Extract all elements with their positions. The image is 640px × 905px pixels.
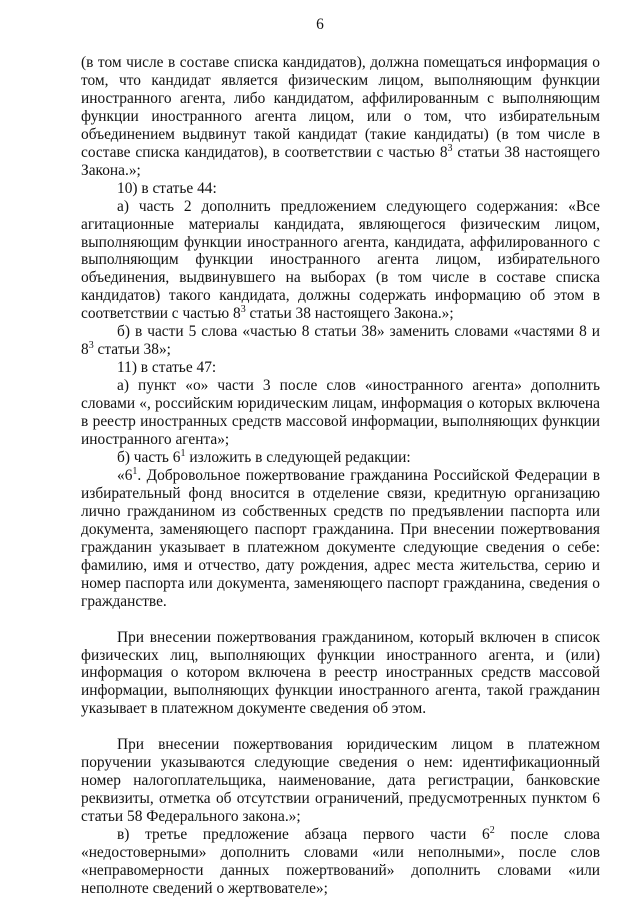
text-run: . Добровольное пожертвование гражданина Российской Федерации в избирательный фонд вносится в отделение связи, кредитную организацию лично гражданином из собственных средств по предъявлении паспорта или документа, заменяющего паспорт гражданина. При внесении пожертвования гражданин указывает в платежном документе следующие сведения о себе: фамилию, имя и отчество, дату рождения, адрес места жительства, серию и номер паспорта или документа, заменяющего паспорт гражданина, сведения о гражданстве. [81,466,600,610]
paragraph [81,198,600,324]
paragraph [81,736,600,826]
paragraph [81,629,600,719]
text-run: после слова «недостоверными» дополнить словами «или неполными», после слов «неправомерности данных пожертвований» дополнить словами «или неполноте сведений о жертвователе»; [81,826,600,897]
paragraph [81,826,600,898]
text-run: 11) в статье 47: [117,359,217,377]
text-run: статьи 38 настоящего Закона.»; [245,305,454,323]
text-run: При внесении пожертвования юридическим лицом в платежном поручении указываются следующие сведения о нем: идентификационный номер налогоплательщика, наименование, дата регистрации, банковские реквизиты, отметка об отсутствии ограничений, предусмотренных пунктом 6 статьи 58 Федерального закона.»; [81,736,600,826]
superscript: 1 [180,447,186,459]
superscript: 3 [88,340,94,352]
paragraph [81,180,600,198]
paragraph [81,323,600,359]
text-run: «6 [117,466,133,484]
superscript: 1 [132,465,138,477]
text-run: статьи 38»; [93,341,171,359]
paragraph [81,377,600,449]
text-run: в) третье предложение абзаца первого части 6 [117,826,490,844]
text-run: б) в части 5 слова «частью 8 статьи 38» заменить словами «частями 8 и 8 [81,323,600,359]
superscript: 2 [489,825,495,837]
text-run: а) часть 2 дополнить предложением следующего содержания: «Все агитационные материалы кандидата, являющегося физическим лицом, выполняющим функции иностранного агента, кандидата, аффилированного с выполняющим функции иностранного агента лицом, избирательного объединения, выдвинувшего на выборах (в том числе в составе списка кандидатов) такого кандидата, должны содержать информацию об этом в соответствии с частью 8 [81,197,600,323]
page-number: 6 [316,16,324,33]
paragraph [81,54,600,180]
text-run: (в том числе в составе списка кандидатов), должна помещаться информация о том, что кандидат является физическим лицом, выполняющим функции иностранного агента, либо кандидатом, аффилированным с выполняющим функции иностранного агента лицом, или о том, что избирательным объединением выдвинут такой кандидат (такие кандидаты) (в том числе в составе списка кандидатов), в соответствии с частью 8 [81,54,600,161]
text-run: 10) в статье 44: [117,179,217,197]
document-body [81,54,600,898]
paragraph [81,449,600,467]
text-run: изложить в следующей редакции: [185,448,411,466]
superscript: 3 [240,304,246,316]
paragraph [81,359,600,377]
text-run: б) часть 6 [117,448,181,466]
text-run: статьи 38 настоящего Закона.»; [81,143,600,179]
text-run: При внесении пожертвования гражданином, который включен в список физических лиц, выполняющих функции иностранного агента, и (или) информация о котором включена в реестр иностранных средств массовой информации, выполняющих функции иностранного агента, такой гражданин указывает в платежном документе сведения об этом. [81,628,600,718]
paragraph [81,467,600,611]
superscript: 3 [447,142,453,154]
text-run: а) пункт «о» части 3 после слов «иностранного агента» дополнить словами «, российским юридическим лицам, информация о которых включена в реестр иностранных средств массовой информации, выполняющих функции иностранного агента»; [81,377,600,449]
